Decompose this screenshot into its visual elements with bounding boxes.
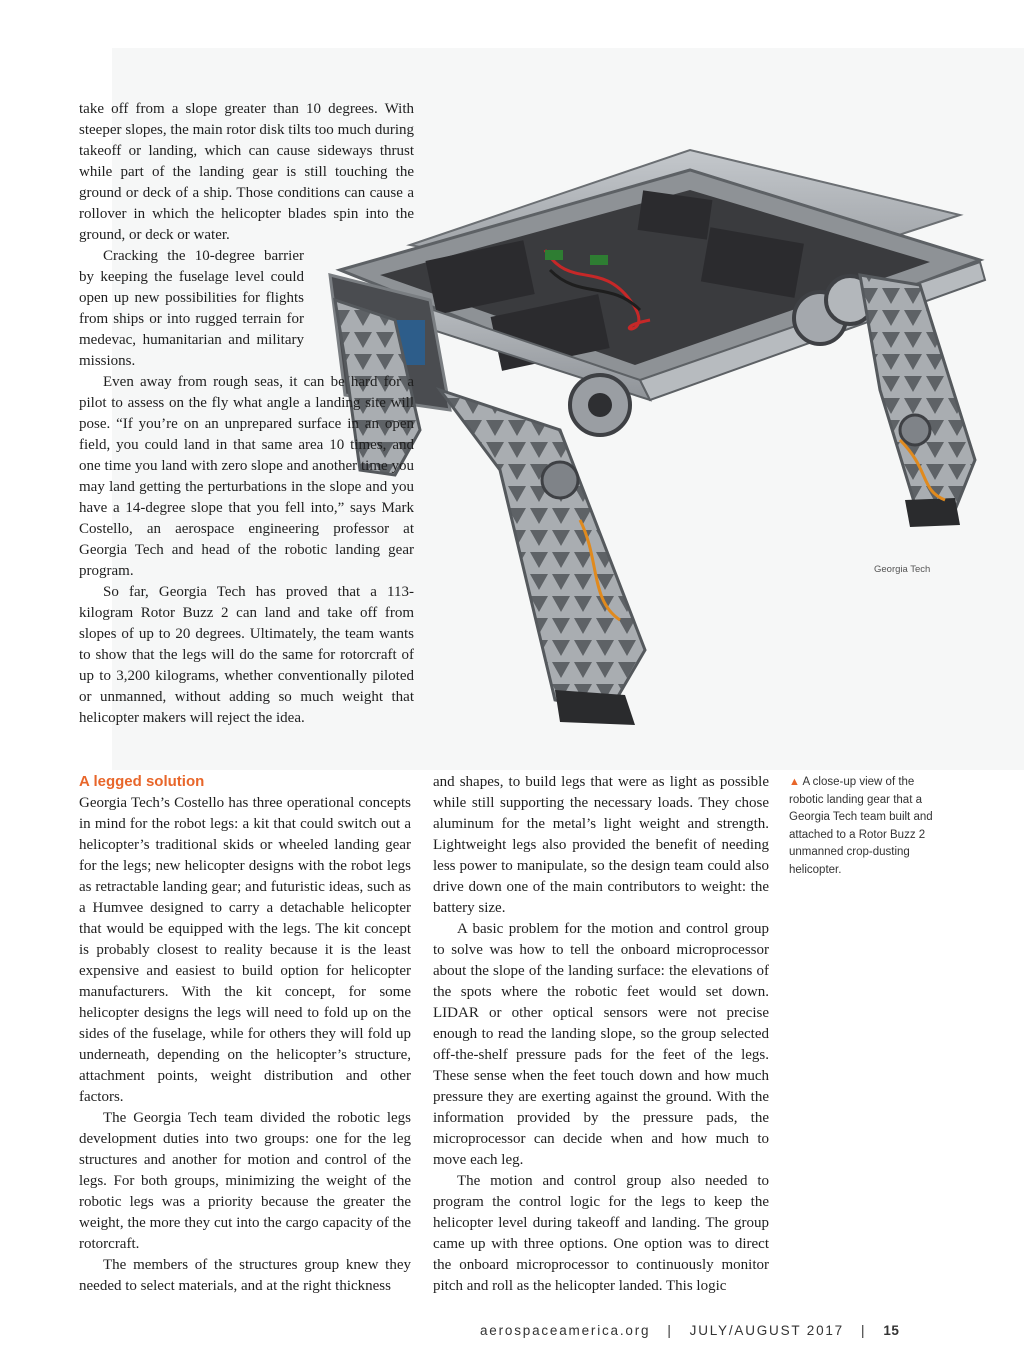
paragraph: The motion and control group also needed to program the control logic for the legs to keep the helicopter level during takeoff and landing. The group came up with three options. One option was to direct the onboard microprocessor to continuously monitor pitch and roll as the helicopter landed. This logic bbox=[433, 1173, 769, 1294]
paragraph: The Georgia Tech team divided the robotic legs development duties into two groups: one for the leg structures and another for motion and control of the legs. For both groups, minimizing the weight of the robotic legs was a priority because the greater the weight, the more they cut into the cargo capacity of the rotorcraft. bbox=[79, 1110, 411, 1252]
footer-issue: JULY/AUGUST 2017 bbox=[689, 1323, 844, 1338]
paragraph: and shapes, to build legs that were as light as possible while still supporting the necessary loads. They chose aluminum for the metal’s light weight and strength. Lightweight legs also provided the benefit of needing less power to manipulate, so the design team could also drive down one of the main contributors to weight: the battery size. bbox=[433, 774, 769, 916]
paragraph: The members of the structures group knew they needed to select materials, and at the right thickness bbox=[79, 1257, 411, 1294]
column-1 bbox=[79, 772, 411, 1297]
paragraph: Even away from rough seas, it can be hard for a pilot to assess on the fly what angle a landing site will pose. “If you’re on an unprepared surface in an open field, you could land in that same area 10 times, and one time you land with zero slope and another time you may land getting the perturbations in the slope and you have a 14-degree slope that you fell into,” says Mark Costello, an aerospace engineering professor at Georgia Tech and head of the robotic landing gear program. bbox=[79, 374, 414, 579]
footer-separator: | bbox=[861, 1323, 867, 1338]
photo-credit: Georgia Tech bbox=[874, 564, 931, 575]
footer-separator: | bbox=[667, 1323, 673, 1338]
caption-text: A close-up view of the robotic landing gear that a Georgia Tech team built and attached to a Rotor Buzz 2 unmanned crop-dusting helicopter. bbox=[789, 776, 933, 876]
top-column bbox=[79, 99, 414, 729]
front-left-leg bbox=[440, 390, 645, 710]
paragraph: Cracking the 10-degree barrier by keeping the fuselage level could open up new possibilities for flights from ships or into rugged terrain for medevac, humanitarian and military missions. bbox=[79, 248, 304, 369]
paragraph: Georgia Tech’s Costello has three operational concepts in mind for the robot legs: a kit that could switch out a helicopter’s traditional skids or wheeled landing gear for the legs; new helicopter designs with the robot legs as retractable landing gear; and futuristic ideas, such as a Humvee designed to carry a detachable helicopter that would be equipped with the legs. The kit concept is probably closest to reality because it is the least expensive and easiest to build option for helicopter manufacturers. With the kit concept, for some helicopter designs the legs will need to fold up on the sides of the fuselage, while for others they will fold up underneath, depending on the helicopter’s structure, attachment points, weight distribution and other factors. bbox=[79, 795, 411, 1105]
paragraph: A basic problem for the motion and control group to solve was how to tell the onboard microprocessor about the slope of the landing surface: the elevations of the spots where the robotic feet would set down. LIDAR or other optical sensors were not precise enough to read the landing slope, so the group selected off-the-shelf pressure pads for the feet of the legs. These sense when the feet touch down and how much pressure they are exerting against the ground. With the information provided by the pressure pads, the microprocessor can decide when and how much to move each leg. bbox=[433, 921, 769, 1168]
right-leg bbox=[860, 275, 975, 510]
photo-caption bbox=[789, 774, 949, 879]
page-footer bbox=[480, 1323, 940, 1338]
front-left-foot bbox=[555, 690, 635, 725]
right-foot bbox=[905, 498, 960, 527]
paragraph: take off from a slope greater than 10 degrees. With steeper slopes, the main rotor disk tilts too much during takeoff or landing, which can cause sideways thrust while part of the landing gear is still touching the ground or deck of a ship. Those conditions can cause a rollover in which the helicopter blades spin into the ground, or deck or water. bbox=[79, 101, 414, 243]
column-2 bbox=[433, 772, 769, 1297]
page-number: 15 bbox=[883, 1323, 900, 1338]
paragraph: So far, Georgia Tech has proved that a 113-kilogram Rotor Buzz 2 can land and take off from slopes of up to 20 degrees. Ultimately, the team wants to show that the legs will do the same for rotorcraft of up to 3,200 kilograms, whether conventionally piloted or unmanned, without adding so much weight that helicopter makers will reject the idea. bbox=[79, 584, 414, 726]
caption-triangle-icon: ▲ bbox=[789, 776, 800, 788]
section-heading: A legged solution bbox=[79, 773, 205, 790]
footer-site-link[interactable]: aerospaceamerica.org bbox=[480, 1323, 651, 1338]
